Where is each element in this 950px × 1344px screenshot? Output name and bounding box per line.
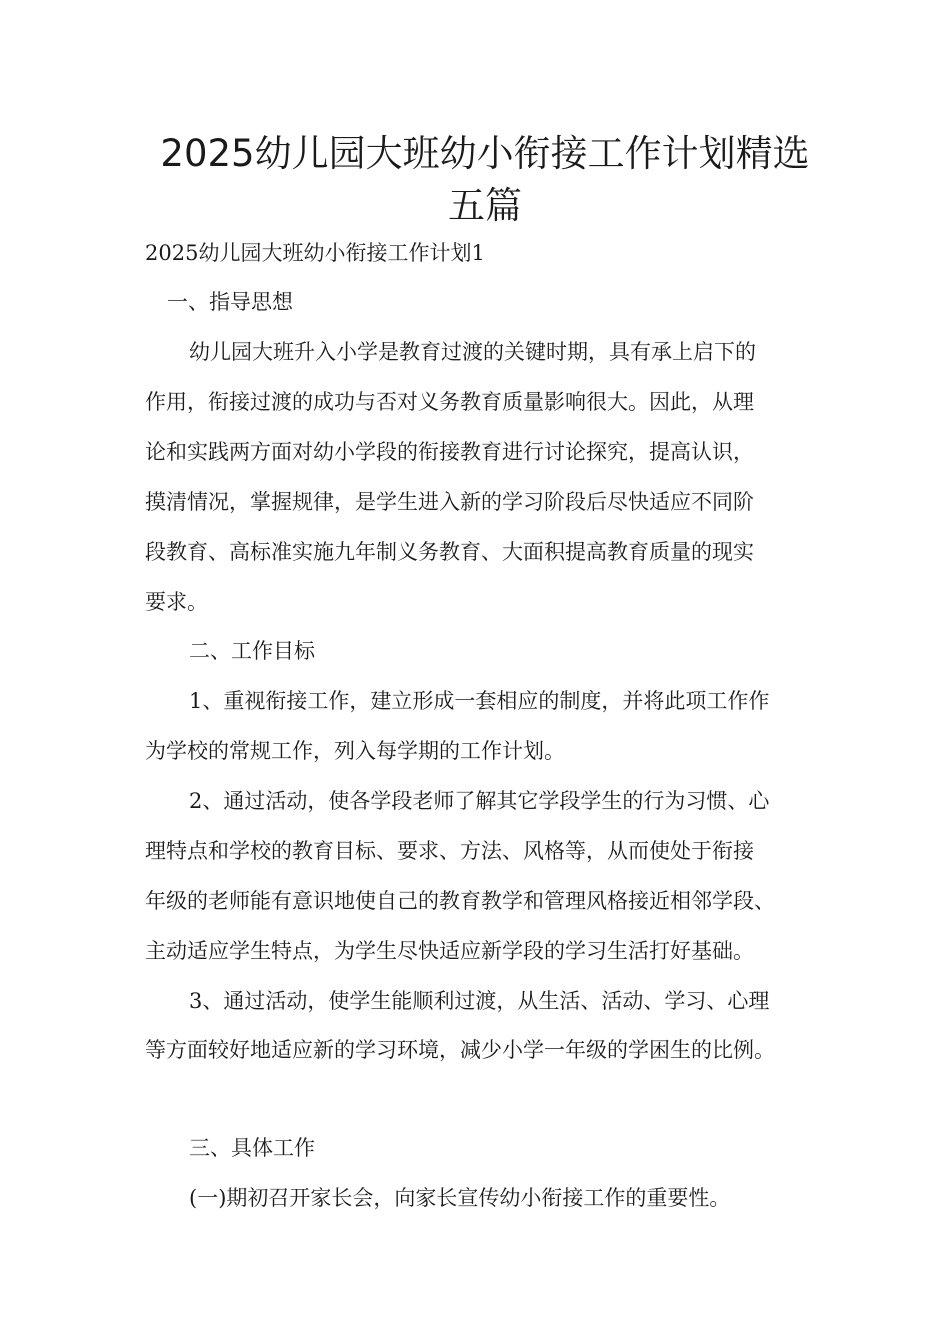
list-item-line: 1、重视衔接工作，建立形成一套相应的制度，并将此项工作作: [189, 689, 770, 713]
paragraph-line: 摸清情况，掌握规律，是学生进入新的学习阶段后尽快适应不同阶: [145, 490, 754, 514]
paragraph-line: 段教育、高标准实施九年制义务教育、大面积提高教育质量的现实: [145, 540, 754, 564]
list-item-line: 主动适应学生特点，为学生尽快适应新学段的学习生活打好基础。: [145, 939, 754, 963]
document-title: [145, 128, 825, 232]
title-line-2: 五篇: [448, 184, 522, 227]
paragraph-line: 要求。: [145, 590, 208, 614]
list-item-line: 为学校的常规工作，列入每学期的工作计划。: [145, 739, 565, 763]
list-item-line: 2、通过活动，使各学段老师了解其它学段学生的行为习惯、心: [189, 789, 770, 813]
list-item-line: 3、通过活动，使学生能顺利过渡，从生活、活动、学习、心理: [189, 989, 770, 1013]
section-heading-guiding-ideology: 一、指导思想: [167, 290, 293, 314]
section-heading-work-goals: 二、工作目标: [189, 639, 315, 663]
document-subtitle: 2025幼儿园大班幼小衔接工作计划1: [145, 241, 485, 265]
subsection-line: (一)期初召开家长会，向家长宣传幼小衔接工作的重要性。: [189, 1186, 731, 1210]
list-item-line: 年级的老师能有意识地使自己的教育教学和管理风格接近相邻学段、: [145, 889, 775, 913]
paragraph-line: 幼儿园大班升入小学是教育过渡的关键时期，具有承上启下的: [189, 340, 756, 364]
title-line-1: 2025幼儿园大班幼小衔接工作计划精选: [160, 132, 810, 175]
paragraph-line: 论和实践两方面对幼小学段的衔接教育进行讨论探究，提高认识，: [145, 440, 754, 464]
list-item-line: 理特点和学校的教育目标、要求、方法、风格等，从而使处于衔接: [145, 839, 754, 863]
section-heading-specific-work: 三、具体工作: [189, 1136, 315, 1160]
list-item-line: 等方面较好地适应新的学习环境，减少小学一年级的学困生的比例。: [145, 1038, 775, 1062]
paragraph-line: 作用，衔接过渡的成功与否对义务教育质量影响很大。因此，从理: [145, 390, 754, 414]
